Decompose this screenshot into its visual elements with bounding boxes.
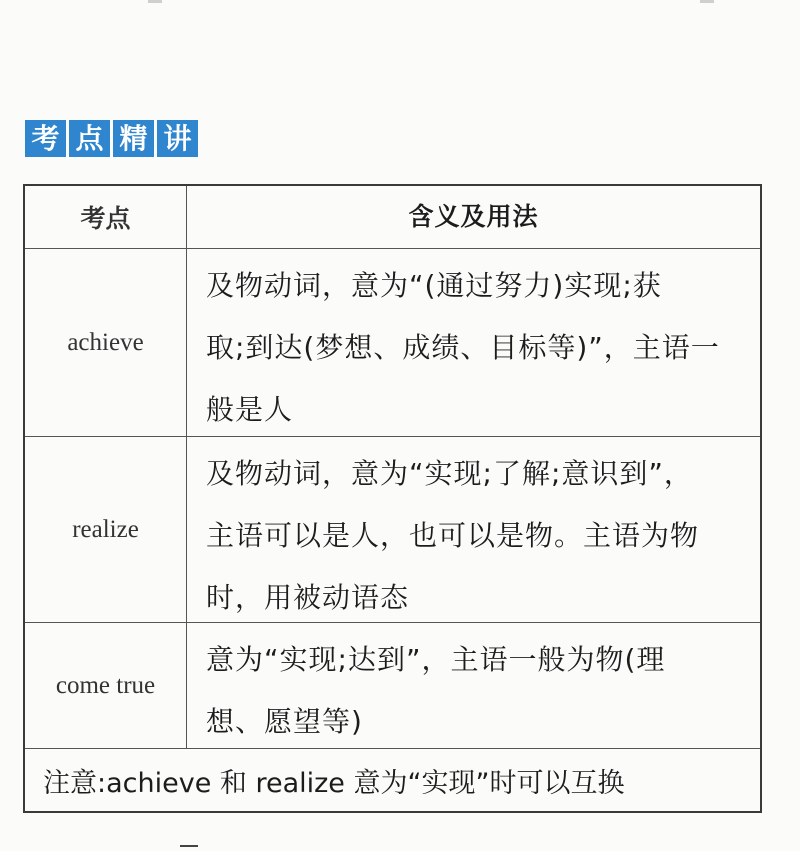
top-edge-marks xyxy=(0,0,800,6)
definition-cell xyxy=(187,623,760,748)
definition-line: 时，用被动语态 xyxy=(206,581,410,614)
definition-line: 般是人 xyxy=(206,393,294,426)
section-header xyxy=(25,120,198,157)
header-definition: 含义及用法 xyxy=(408,202,539,231)
definition-cell xyxy=(187,249,760,436)
vocabulary-table xyxy=(23,184,762,813)
section-header-char: 讲 xyxy=(157,120,198,157)
definition-line: 意为“实现;达到”，主语一般为物(理 xyxy=(206,643,666,676)
table-header-row xyxy=(25,186,760,249)
definition-line: 想、愿望等) xyxy=(206,705,363,738)
section-header-char: 精 xyxy=(113,120,154,157)
header-term: 考点 xyxy=(25,186,187,248)
definition-line: 主语可以是人，也可以是物。主语为物 xyxy=(206,519,700,552)
definition-line: 取;到达(梦想、成绩、目标等)”，主语一 xyxy=(206,331,720,364)
section-header-char: 点 xyxy=(69,120,110,157)
table-row xyxy=(25,623,760,749)
table-row xyxy=(25,249,760,437)
table-row xyxy=(25,437,760,623)
bottom-edge-mark xyxy=(180,845,198,847)
term-cell: realize xyxy=(25,437,187,622)
term-cell: achieve xyxy=(25,249,187,436)
term-cell: come true xyxy=(25,623,187,748)
definition-line: 及物动词，意为“(通过努力)实现;获 xyxy=(206,269,662,302)
note-text: 注意:achieve 和 realize 意为“实现”时可以互换 xyxy=(43,767,625,799)
definition-line: 及物动词，意为“实现;了解;意识到”， xyxy=(206,457,693,490)
section-header-char: 考 xyxy=(25,120,66,157)
definition-cell xyxy=(187,437,760,622)
note-row xyxy=(25,749,760,811)
